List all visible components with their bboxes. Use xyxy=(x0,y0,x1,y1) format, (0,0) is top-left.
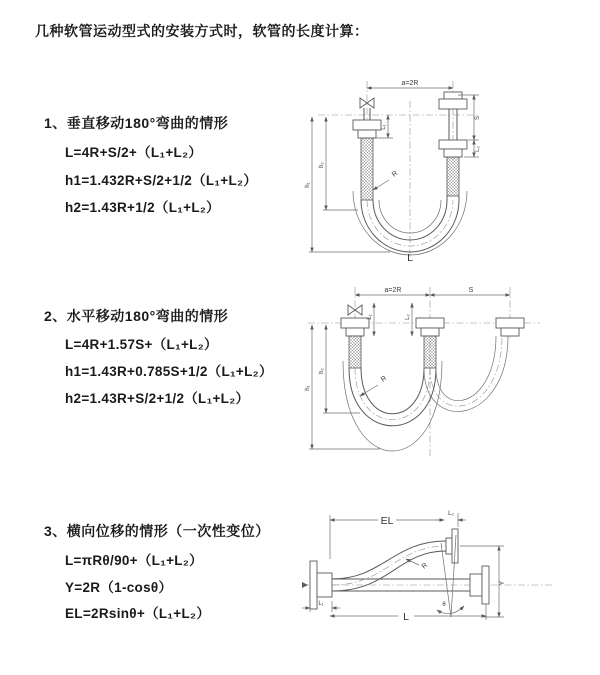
phantom-outer-arc xyxy=(343,361,442,451)
dim-h2-label: h₂ xyxy=(319,368,325,374)
dimension-h1 xyxy=(305,117,390,252)
dim-l1-label: L₁ xyxy=(318,601,324,607)
u-bend-left xyxy=(343,361,442,451)
diagram-lateral-displacement xyxy=(298,505,600,650)
dim-h1-label: h₁ xyxy=(305,385,311,391)
dim-a-label: a=2R xyxy=(384,287,402,294)
centerline-tick xyxy=(302,582,308,588)
section-3-formula-y: Y=2R（1-cosθ） xyxy=(65,580,173,595)
length-label: L xyxy=(407,252,413,263)
dimension-a-2r xyxy=(367,80,453,88)
diagram-vertical-180-bend xyxy=(300,73,600,263)
radius-callout xyxy=(373,170,399,190)
section-3-formula-l: L=πRθ/90+（L₁+L₂） xyxy=(65,553,203,568)
dim-l2-label: L₂ xyxy=(448,511,454,517)
dimension-h1 xyxy=(305,325,380,449)
dimension-l2 xyxy=(405,303,412,336)
dim-l1-label: L₁ xyxy=(381,124,387,130)
dim-l2-label: L₂ xyxy=(475,146,481,152)
right-flange xyxy=(496,318,524,336)
section-1-heading: 1、垂直移动180°弯曲的情形 xyxy=(44,115,229,131)
section-1-formula-h2: h2=1.43R+1/2（L₁+L₂） xyxy=(65,200,220,215)
dimension-l1 xyxy=(367,303,374,336)
dim-h2-label: h₂ xyxy=(319,162,325,168)
dim-el-label: EL xyxy=(380,515,394,527)
section-1-formula-l: L=4R+S/2+（L₁+L₂） xyxy=(65,145,203,160)
left-braid xyxy=(361,138,373,200)
top-hub xyxy=(446,538,452,554)
left-flange-plate xyxy=(353,120,381,130)
right-braid xyxy=(447,157,459,196)
dim-s-label: S xyxy=(468,287,474,294)
left-flange xyxy=(341,318,369,368)
dim-l1-label: L₁ xyxy=(367,314,373,320)
middle-braid xyxy=(424,336,436,368)
angle-theta-label: θ xyxy=(442,602,446,608)
dimension-h2 xyxy=(319,117,358,210)
section-2-formula-h1: h1=1.43R+0.785S+1/2（L₁+L₂） xyxy=(65,364,273,379)
section-3-heading: 3、横向位移的情形（一次性变位） xyxy=(44,523,270,539)
hose-center-arc-right xyxy=(430,336,502,406)
right-top-flange xyxy=(439,99,467,109)
dim-l-label: L xyxy=(403,611,409,623)
dim-l2-label: L₂ xyxy=(405,314,411,320)
dimension-a-2r xyxy=(355,287,430,295)
right-hub xyxy=(470,574,482,596)
diagram-horizontal-180-bend xyxy=(300,283,600,463)
dim-y-label: Y xyxy=(499,580,506,586)
left-flange-hub xyxy=(358,130,376,138)
dimension-l1 xyxy=(302,601,340,612)
left-pipe-assembly xyxy=(353,108,381,200)
radius-callout xyxy=(406,559,429,571)
u-bend-right xyxy=(424,336,508,412)
left-braid xyxy=(349,336,361,368)
page-title: 几种软管运动型式的安装方式时，软管的长度计算： xyxy=(35,23,369,39)
dimension-el xyxy=(330,515,444,559)
middle-flange xyxy=(416,318,444,368)
section-3-formula-el: EL=2Rsinθ+（L₁+L₂） xyxy=(65,606,211,621)
section-1-formula-h1: h1=1.432R+S/2+1/2（L₁+L₂） xyxy=(65,173,258,188)
dim-a-label: a=2R xyxy=(401,80,419,87)
right-flange-plate xyxy=(482,566,489,604)
hose-displaced-position xyxy=(332,529,458,591)
section-2-formula-h2: h2=1.43R+S/2+1/2（L₁+L₂） xyxy=(65,391,250,406)
dim-h1-label: h₁ xyxy=(305,182,311,188)
radius-callout xyxy=(360,375,388,396)
radius-label: R xyxy=(420,561,430,571)
dim-s-label: S xyxy=(475,115,481,121)
radius-label: R xyxy=(379,374,389,384)
radius-label: R xyxy=(390,169,400,179)
dimension-l2 xyxy=(436,511,466,527)
section-2-formula-l: L=4R+1.57S+（L₁+L₂） xyxy=(65,337,218,352)
dimension-s xyxy=(430,287,510,295)
right-mid-hub xyxy=(444,149,462,157)
section-2-heading: 2、水平移动180°弯曲的情形 xyxy=(44,308,229,324)
right-top-hub xyxy=(444,92,462,99)
right-mid-flange xyxy=(439,140,467,149)
right-pipe-assembly xyxy=(439,92,467,196)
